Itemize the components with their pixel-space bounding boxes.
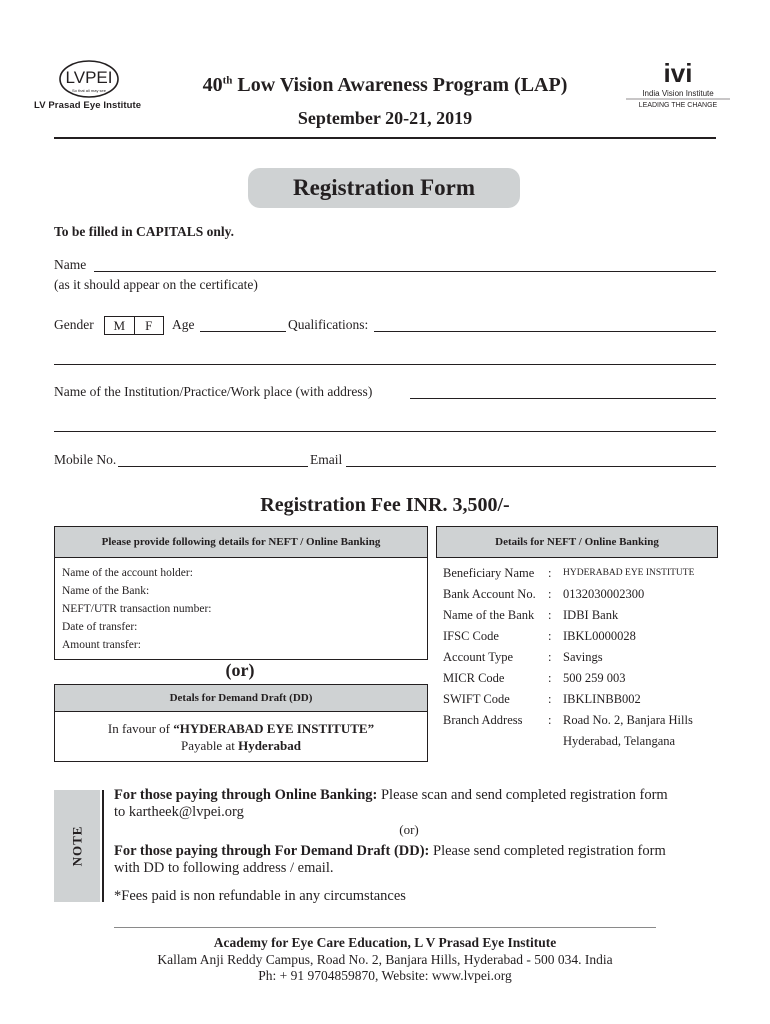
bank-name-value: IDBI Bank (563, 608, 619, 622)
institution-label: Name of the Institution/Practice/Work place (with address) (54, 384, 373, 399)
beneficiary-label: Beneficiary Name (443, 566, 535, 580)
neft-row-holder: Name of the account holder: (62, 567, 193, 579)
swift-value: IBKLINBB002 (563, 692, 641, 706)
bank-details-table (443, 566, 717, 755)
account-label: Bank Account No. (443, 587, 536, 601)
qualifications-field[interactable] (374, 331, 716, 332)
swift-colon: : (548, 692, 552, 706)
qualifications-label: Qualifications: (288, 317, 369, 332)
dd-favour-line: In favour of “HYDERABAD EYE INSTITUTE” (107, 721, 375, 736)
dd-panel-heading: Detals for Demand Draft (DD) (55, 685, 427, 712)
neft-row-amount: Amount transfer: (62, 639, 141, 651)
institution-field-line2[interactable] (54, 431, 716, 432)
email-field[interactable] (346, 466, 716, 467)
name-field[interactable] (94, 271, 716, 272)
account-type-colon: : (548, 650, 552, 664)
qualifications-field-line2[interactable] (54, 364, 716, 365)
ivi-logo (622, 58, 734, 110)
micr-colon: : (548, 671, 552, 685)
gender-label: Gender (54, 317, 94, 332)
account-type-label: Account Type (443, 650, 514, 664)
ifsc-value: IBKL0000028 (563, 629, 636, 643)
note-or: (or) (399, 822, 419, 837)
branch-label: Branch Address (443, 713, 523, 727)
bank-details-heading: Details for NEFT / Online Banking (437, 527, 717, 557)
branch-value-line1: Road No. 2, Banjara Hills (563, 713, 693, 727)
ifsc-label: IFSC Code (443, 629, 499, 643)
form-title: Registration Form (248, 168, 520, 208)
dd-payable-line: Payable at Hyderabad (181, 738, 301, 753)
neft-row-date: Date of transfer: (62, 621, 138, 633)
lvpei-logo-mark (58, 58, 120, 98)
registration-fee: Registration Fee INR. 3,500/- (260, 494, 510, 516)
footer-divider (114, 927, 656, 928)
ivi-logo-sub: India Vision Institute (642, 89, 714, 98)
beneficiary-value: HYDERABAD EYE INSTITUTE (563, 568, 695, 578)
micr-value: 500 259 003 (563, 671, 626, 685)
lvpei-logo-tagline: So that all may see (71, 88, 107, 93)
note-fees-refund: *Fees paid is non refundable in any circumstances (114, 888, 406, 904)
mobile-field[interactable] (118, 466, 308, 467)
note-divider (102, 790, 104, 902)
note-online-banking: For those paying through Online Banking: Please scan and send completed registration form to kartheek@lvpei.org (114, 787, 716, 821)
note-demand-draft: For those paying through For Demand Draft (DD): Please send completed registration form with DD to following address / email. (114, 843, 666, 876)
mobile-label: Mobile No. (54, 452, 117, 467)
swift-label: SWIFT Code (443, 692, 510, 706)
age-label: Age (172, 317, 195, 332)
ivi-logo-text: ivi (663, 58, 693, 88)
page-title: 40th Low Vision Awareness Program (LAP) (202, 74, 568, 96)
branch-value-line2: Hyderabad, Telangana (563, 734, 676, 748)
name-label: Name (54, 257, 87, 272)
note-label: NOTE (69, 825, 84, 867)
institution-field[interactable] (410, 398, 716, 399)
ivi-logo-tag: LEADING THE CHANGE (638, 102, 718, 109)
bank-details-heading-box (436, 526, 718, 558)
gender-m-option[interactable]: M (105, 317, 135, 334)
neft-details-panel (54, 526, 428, 660)
branch-colon: : (548, 713, 552, 727)
neft-row-bank: Name of the Bank: (62, 585, 150, 597)
neft-panel-heading: Please provide following details for NEFT / Online Banking (55, 527, 427, 558)
footer-org: Academy for Eye Care Education, L V Prasad Eye Institute (213, 935, 557, 950)
capitals-note: To be filled in CAPITALS only. (54, 224, 235, 239)
bank-name-label: Name of the Bank (443, 608, 535, 622)
dd-details-panel (54, 684, 428, 762)
email-label: Email (310, 452, 343, 467)
or-separator: (or) (225, 660, 255, 680)
neft-row-utr: NEFT/UTR transaction number: (62, 603, 212, 615)
gender-options (104, 316, 164, 335)
note-online-email[interactable]: to kartheek@lvpei.org (114, 804, 244, 820)
account-colon: : (548, 587, 552, 601)
header-divider (54, 137, 716, 139)
footer-address: Kallam Anji Reddy Campus, Road No. 2, Banjara Hills, Hyderabad - 500 034. India (157, 952, 613, 967)
footer-contact: Ph: + 91 9704859870, Website: www.lvpei.org (258, 968, 512, 983)
bank-name-colon: : (548, 608, 552, 622)
event-date: September 20-21, 2019 (297, 108, 473, 128)
name-hint: (as it should appear on the certificate) (54, 277, 258, 292)
age-field[interactable] (200, 331, 286, 332)
micr-label: MICR Code (443, 671, 505, 685)
account-value: 0132030002300 (563, 587, 645, 601)
org-name: LV Prasad Eye Institute (34, 100, 142, 111)
beneficiary-colon: : (548, 566, 552, 580)
ifsc-colon: : (548, 629, 552, 643)
account-type-value: Savings (563, 650, 603, 664)
gender-f-option[interactable]: F (145, 318, 153, 333)
lvpei-logo-text: LVPEI (65, 68, 113, 87)
